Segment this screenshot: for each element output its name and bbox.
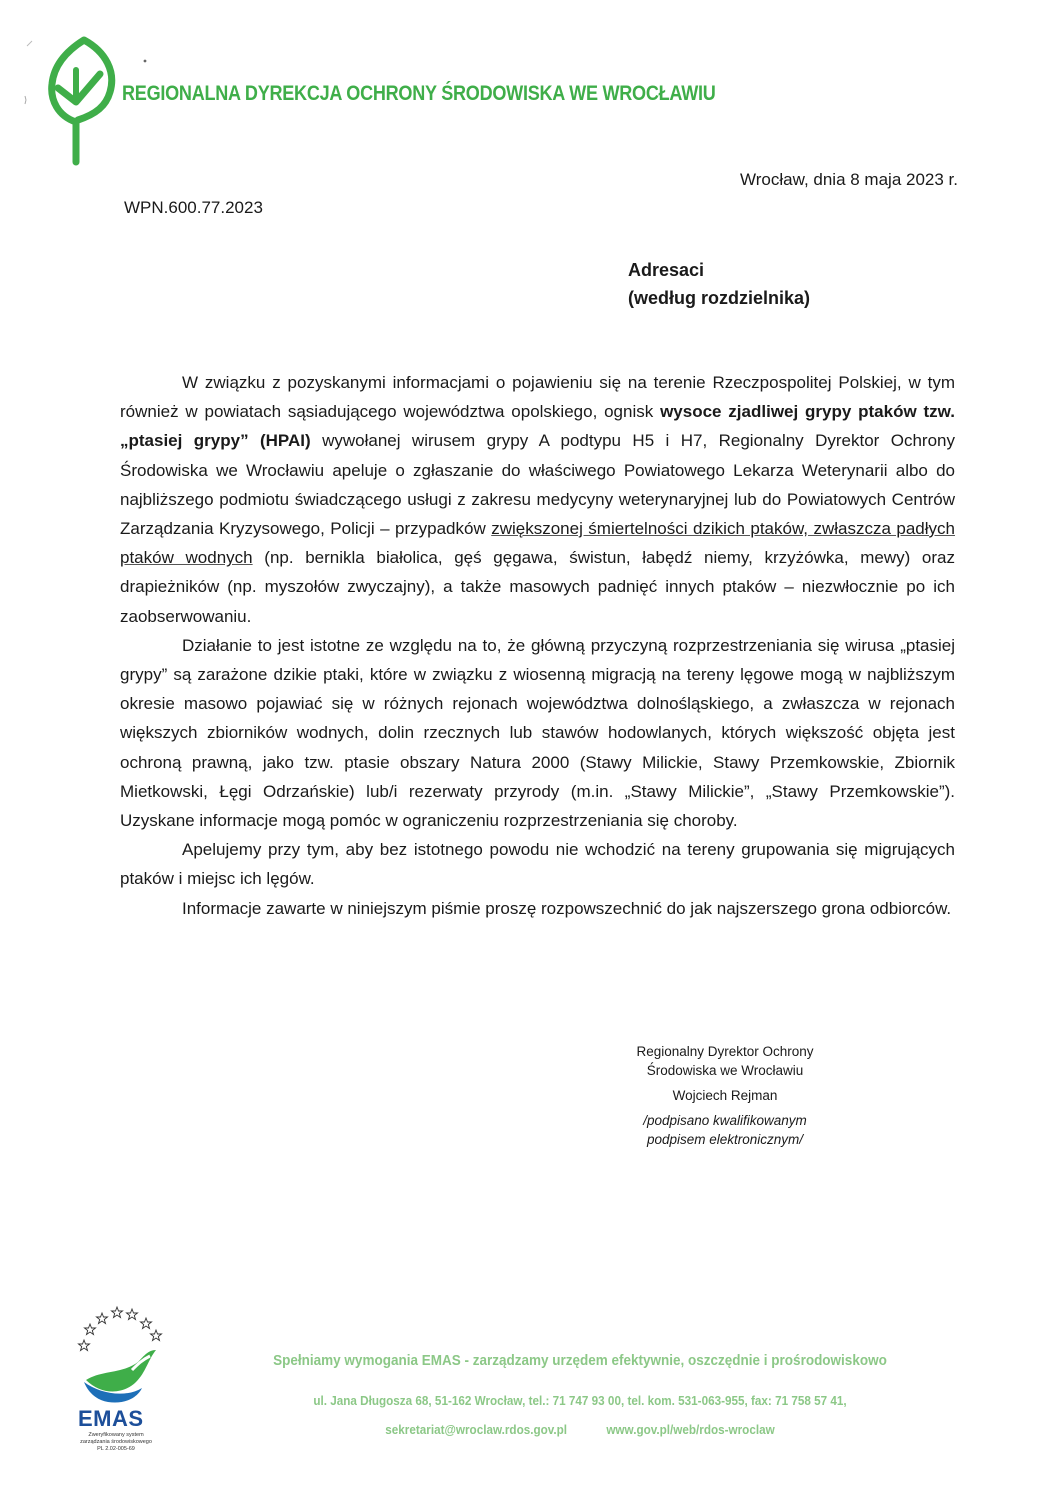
case-number: WPN.600.77.2023 — [124, 198, 263, 217]
leaf-icon — [44, 30, 130, 170]
footer-website-link[interactable]: www.gov.pl/web/rdos-wroclaw — [606, 1422, 775, 1437]
institution-name: REGIONALNA DYREKCJA OCHRONY ŚRODOWISKA WE WROCŁAWIU — [122, 82, 716, 105]
signer-title: Regionalny Dyrektor Ochrony — [636, 1044, 814, 1059]
bold-phrase: wysoce zjadliwej grypy ptaków tzw. „ptasiej grypy” (HPAI) — [120, 402, 955, 451]
emas-caption: Zweryfikowany system zarządzania środowiskowego PL 2.02-005-69 — [80, 1432, 152, 1452]
footer-address: ul. Jana Długosza 68, 51-162 Wrocław, tel.: 71 747 93 00, tel. kom. 531-063-955, fax: 71 758 57 41, — [313, 1393, 847, 1408]
scan-mark — [142, 58, 148, 64]
paragraph-text: wywołanej wirusem grypy A podtypu H5 i H7, Regionalny Dyrektor Ochrony Środowiska we Wrocławiu apeluje o zgłaszanie do właściwego Powiatowego Lekarza Weterynarii albo do najbliższego podmiotu świadczącego usługi z zakresu medycyny weterynaryjnej lub do Powiatowych Centrów Zarządzania Kryzysowego, Policji – przypadków — [120, 431, 955, 539]
footer-contact — [193, 1422, 967, 1437]
paragraph-text: W związku z pozyskanymi informacjami o pojawieniu się na terenie Rzeczpospolitej Polskiej, w tym również w powiatach sąsiadującego województwa opolskiego, ognisk — [120, 373, 955, 422]
paragraph-text: (np. bernikla białolica, gęś gęgawa, świstun, łabędź niemy, krzyżówka, mewy) oraz drapieżników (np. myszołów zwyczajny), a także masowych padnięć innych ptaków – niezwłocznie po ich zaobserwowaniu. — [120, 548, 955, 626]
addressee-line: Adresaci — [628, 260, 705, 280]
emas-logo-icon — [82, 1340, 160, 1406]
paragraph-1 — [120, 368, 955, 631]
addressee-note: (według rozdzielnika) — [628, 288, 811, 308]
signer-name: Wojciech Rejman — [672, 1088, 778, 1103]
letter-body — [120, 368, 955, 923]
signer-title: Środowiska we Wrocławiu — [646, 1063, 804, 1078]
signature-note: /podpisano kwalifikowanym — [643, 1113, 807, 1128]
signature-note: podpisem elektronicznym/ — [646, 1132, 804, 1147]
underlined-phrase: zwiększonej śmiertelności dzikich ptaków, zwłaszcza padłych ptaków wodnych — [120, 519, 955, 568]
scan-mark — [22, 95, 30, 105]
footer-emas-statement: Spełniamy wymogania EMAS - zarządzamy urzędem efektywnie, oszczędnie i prośrodowiskowo — [273, 1352, 887, 1369]
emas-label: EMAS — [78, 1406, 144, 1431]
paragraph-3: Apelujemy przy tym, aby bez istotnego powodu nie wchodzić na tereny grupowania się migrujących ptaków i miejsc ich lęgów. — [120, 840, 955, 889]
paragraph-4: Informacje zawarte w niniejszym piśmie proszę rozpowszechnić do jak najszerszego grona odbiorców. — [182, 898, 952, 918]
footer-email-link[interactable]: sekretariat@wroclaw.rdos.gov.pl — [385, 1422, 568, 1437]
paragraph-2: Działanie to jest istotne ze względu na to, że główną przyczyną rozprzestrzeniania się wirusa „ptasiej grypy” są zarażone dzikie ptaki, które w związku z wiosenną migracją na tereny lęgowe mogą w najbliższym okresie masowo pojawiać się w różnych rejonach województwa dolnośląskiego, a zwłaszcza w rejonach większych zbiorników wodnych, dolin rzecznych lub stawów hodowlanych, których większość objęta jest ochroną prawną, jako tzw. ptasie obszary Natura 2000 (Stawy Milickie, Stawy Przemkowskie, Zbiornik Mietkowski, Łęgi Odrzańskie) lub/i rezerwaty przyrody (m.in. „Stawy Milickie”, „Stawy Przemkowskie”). Uzyskane informacje mogą pomóc w ograniczeniu rozprzestrzeniania się choroby. — [120, 635, 955, 831]
signature-block — [580, 1042, 870, 1149]
addressee-block — [628, 256, 810, 312]
scan-mark — [26, 40, 34, 48]
letter-date: Wrocław, dnia 8 maja 2023 r. — [740, 170, 958, 189]
